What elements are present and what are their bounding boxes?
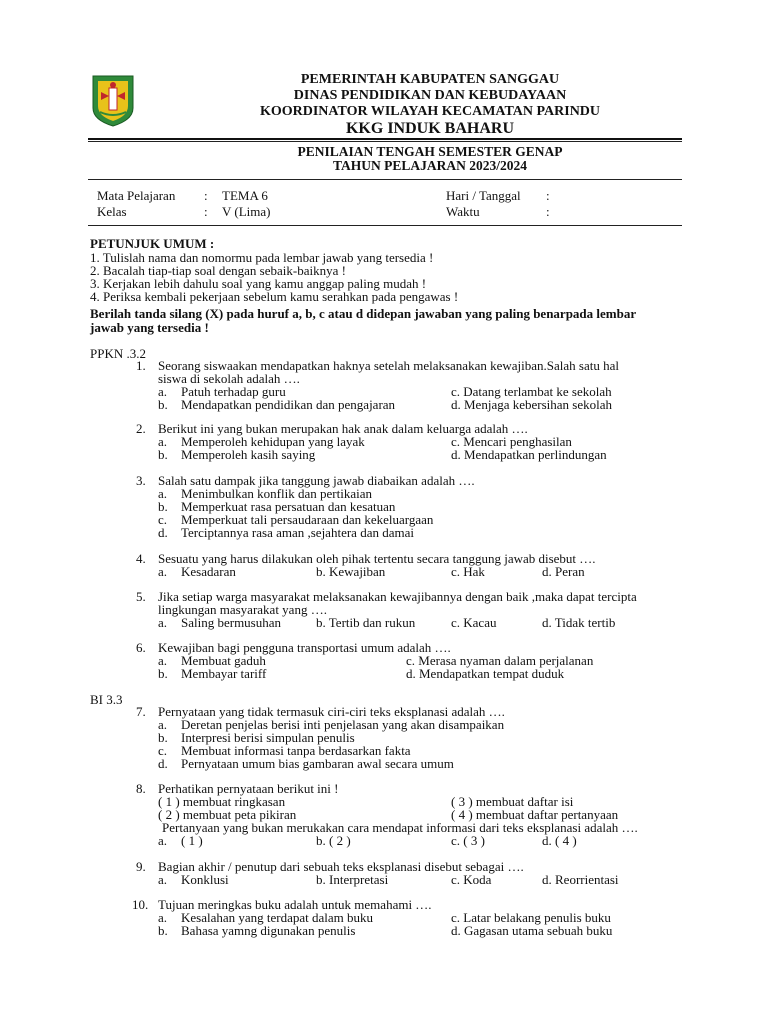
option-d: d. Menjaga kebersihan sekolah [451,397,613,412]
option-b: b. Interpretasi [316,872,389,887]
option-d: d. Peran [542,564,585,579]
option-letter: a. [158,615,168,630]
question-number: 1. [136,358,146,373]
info-bottom-rule [88,225,682,226]
question-text: Tujuan meringkas buku adalah untuk memahami …. [158,897,432,912]
option-letter: a. [158,910,168,925]
question-text: Pernyataan yang tidak termasuk ciri-ciri teks eksplanasi adalah …. [158,704,505,719]
question-text: Perhatikan pernyataan berikut ini ! [158,781,339,796]
option-c: c. Datang terlambat ke sekolah [451,384,612,399]
option-letter: a. [158,434,168,449]
option-d: d. ( 4 ) [542,833,577,848]
option-b: Interpresi berisi simpulan penulis [181,730,355,745]
option-b: Memperoleh kasih saying [181,447,316,462]
exam-year: TAHUN PELAJARAN 2023/2024 [332,158,527,173]
question-text: lingkungan masyarakat yang …. [158,602,327,617]
option-letter: c. [158,743,168,758]
petunjuk-title: PETUNJUK UMUM : [90,236,215,251]
petunjuk-item: 1. Tulislah nama dan nomormu pada lembar jawab yang tersedia ! [90,250,434,265]
header-school-name: KKG INDUK BAHARU [345,120,514,137]
option-d: d. Mendapatkan perlindungan [451,447,607,462]
option-letter: d. [158,525,168,540]
kelas-value: V (Lima) [222,204,271,219]
question-number: 4. [136,551,146,566]
petunjuk-item: 2. Bacalah tiap-tiap soal dengan sebaik-baiknya ! [90,263,346,278]
petunjuk-item: 4. Periksa kembali pekerjaan sebelum kamu serahkan pada pengawas ! [90,289,459,304]
exam-title: PENILAIAN TENGAH SEMESTER GENAP [297,144,563,159]
waktu-colon: : [546,204,550,219]
option-c: Membuat informasi tanpa berdasarkan fakta [181,743,411,758]
option-c: c. Kacau [451,615,497,630]
question-number: 5. [136,589,146,604]
header-line-2: DINAS PENDIDIKAN DAN KEBUDAYAAN [293,88,567,103]
option-b: Bahasa yamng digunakan penulis [181,923,356,938]
option-c: c. Latar belakang penulis buku [451,910,611,925]
option-b: b. Kewajiban [316,564,386,579]
option-a: Patuh terhadap guru [181,384,286,399]
option-letter: b. [158,730,168,745]
question-number: 10. [132,897,149,912]
statement-3: ( 3 ) membuat daftar isi [451,794,574,809]
question-text: Bagian akhir / penutup dari sebuah teks eksplanasi disebut sebagai …. [158,859,524,874]
question-text: Berikut ini yang bukan merupakan hak anak dalam keluarga adalah …. [158,421,528,436]
option-letter: a. [158,653,168,668]
option-c: c. Hak [451,564,485,579]
option-a: Kesalahan yang terdapat dalam buku [181,910,374,925]
option-a: Menimbulkan konflik dan pertikaian [181,486,372,501]
option-b: b. ( 2 ) [316,833,351,848]
option-letter: c. [158,512,168,527]
question-number: 9. [136,859,146,874]
regency-emblem-icon [90,72,136,128]
option-c: Memperkuat tali persaudaraan dan kekeluargaan [181,512,434,527]
question-number: 8. [136,781,146,796]
header-line-3: KOORDINATOR WILAYAH KECAMATAN PARINDU [259,104,601,119]
header-divider [88,138,682,140]
option-c: c. ( 3 ) [451,833,485,848]
option-b: b. Tertib dan rukun [316,615,416,630]
option-d: d. Tidak tertib [542,615,616,630]
option-letter: b. [158,499,168,514]
question-number: 6. [136,640,146,655]
question-text: siswa di sekolah adalah …. [158,371,300,386]
question-number: 2. [136,421,146,436]
mapel-value: TEMA 6 [222,188,268,203]
question-number: 7. [136,704,146,719]
option-letter: a. [158,717,168,732]
option-c: c. Mencari penghasilan [451,434,572,449]
option-b: Memperkuat rasa persatuan dan kesatuan [181,499,396,514]
mapel-colon: : [204,188,208,203]
instruction-line-2: jawab yang tersedia ! [90,320,209,335]
question-text: Pertanyaan yang bukan merukakan cara mendapat informasi dari teks eksplanasi adalah …. [162,820,638,835]
header-line-1: PEMERINTAH KABUPATEN SANGGAU [300,72,560,87]
option-a: Membuat gaduh [181,653,266,668]
option-letter: a. [158,486,168,501]
section-ppkn: PPKN .3.2 [90,346,146,361]
option-d: Pernyataan umum bias gambaran awal secara umum [181,756,454,771]
statement-4: ( 4 ) membuat daftar pertanyaan [451,807,619,822]
question-text: Jika setiap warga masyarakat melaksanakan kewajibannya dengan baik ,maka dapat tercipta [158,589,637,604]
option-a: Memperoleh kehidupan yang layak [181,434,365,449]
question-text: Kewajiban bagi pengguna transportasi umum adalah …. [158,640,451,655]
kelas-colon: : [204,204,208,219]
option-c: c. Koda [451,872,492,887]
option-a: Kesadaran [181,564,236,579]
hari-label: Hari / Tanggal [446,188,521,203]
option-a: Konklusi [181,872,229,887]
info-top-rule [88,179,682,180]
option-letter: a. [158,564,168,579]
option-letter: a. [158,384,168,399]
petunjuk-item: 3. Kerjakan lebih dahulu soal yang kamu anggap paling mudah ! [90,276,427,291]
option-letter: d. [158,756,168,771]
instruction-line-1: Berilah tanda silang (X) pada huruf a, b, c atau d didepan jawaban yang paling benarpada lembar [90,306,637,321]
option-d: d. Mendapatkan tempat duduk [406,666,565,681]
option-d: d. Reorrientasi [542,872,619,887]
option-letter: b. [158,923,168,938]
option-letter: b. [158,666,168,681]
option-letter: b. [158,397,168,412]
waktu-label: Waktu [446,204,480,219]
option-letter: a. [158,833,168,848]
question-number: 3. [136,473,146,488]
option-d: d. Gagasan utama sebuah buku [451,923,613,938]
statement-2: ( 2 ) membuat peta pikiran [158,807,297,822]
question-text: Salah satu dampak jika tanggung jawab diabaikan adalah …. [158,473,475,488]
option-a: Saling bermusuhan [181,615,282,630]
statement-1: ( 1 ) membuat ringkasan [158,794,286,809]
section-bi: BI 3.3 [90,692,123,707]
header-divider-thin [88,141,682,142]
option-a: ( 1 ) [181,833,203,848]
option-b: Mendapatkan pendidikan dan pengajaran [181,397,396,412]
option-d: Terciptannya rasa aman ,sejahtera dan damai [181,525,414,540]
kelas-label: Kelas [97,204,127,219]
question-text: Sesuatu yang harus dilakukan oleh pihak tertentu secara tanggung jawab disebut …. [158,551,596,566]
option-a: Deretan penjelas berisi inti penjelasan yang akan disampaikan [181,717,505,732]
option-letter: b. [158,447,168,462]
option-c: c. Merasa nyaman dalam perjalanan [406,653,594,668]
option-letter: a. [158,872,168,887]
question-text: Seorang siswaakan mendapatkan haknya setelah melaksanakan kewajiban.Salah satu hal [158,358,619,373]
mapel-label: Mata Pelajaran [97,188,176,203]
option-b: Membayar tariff [181,666,267,681]
hari-colon: : [546,188,550,203]
